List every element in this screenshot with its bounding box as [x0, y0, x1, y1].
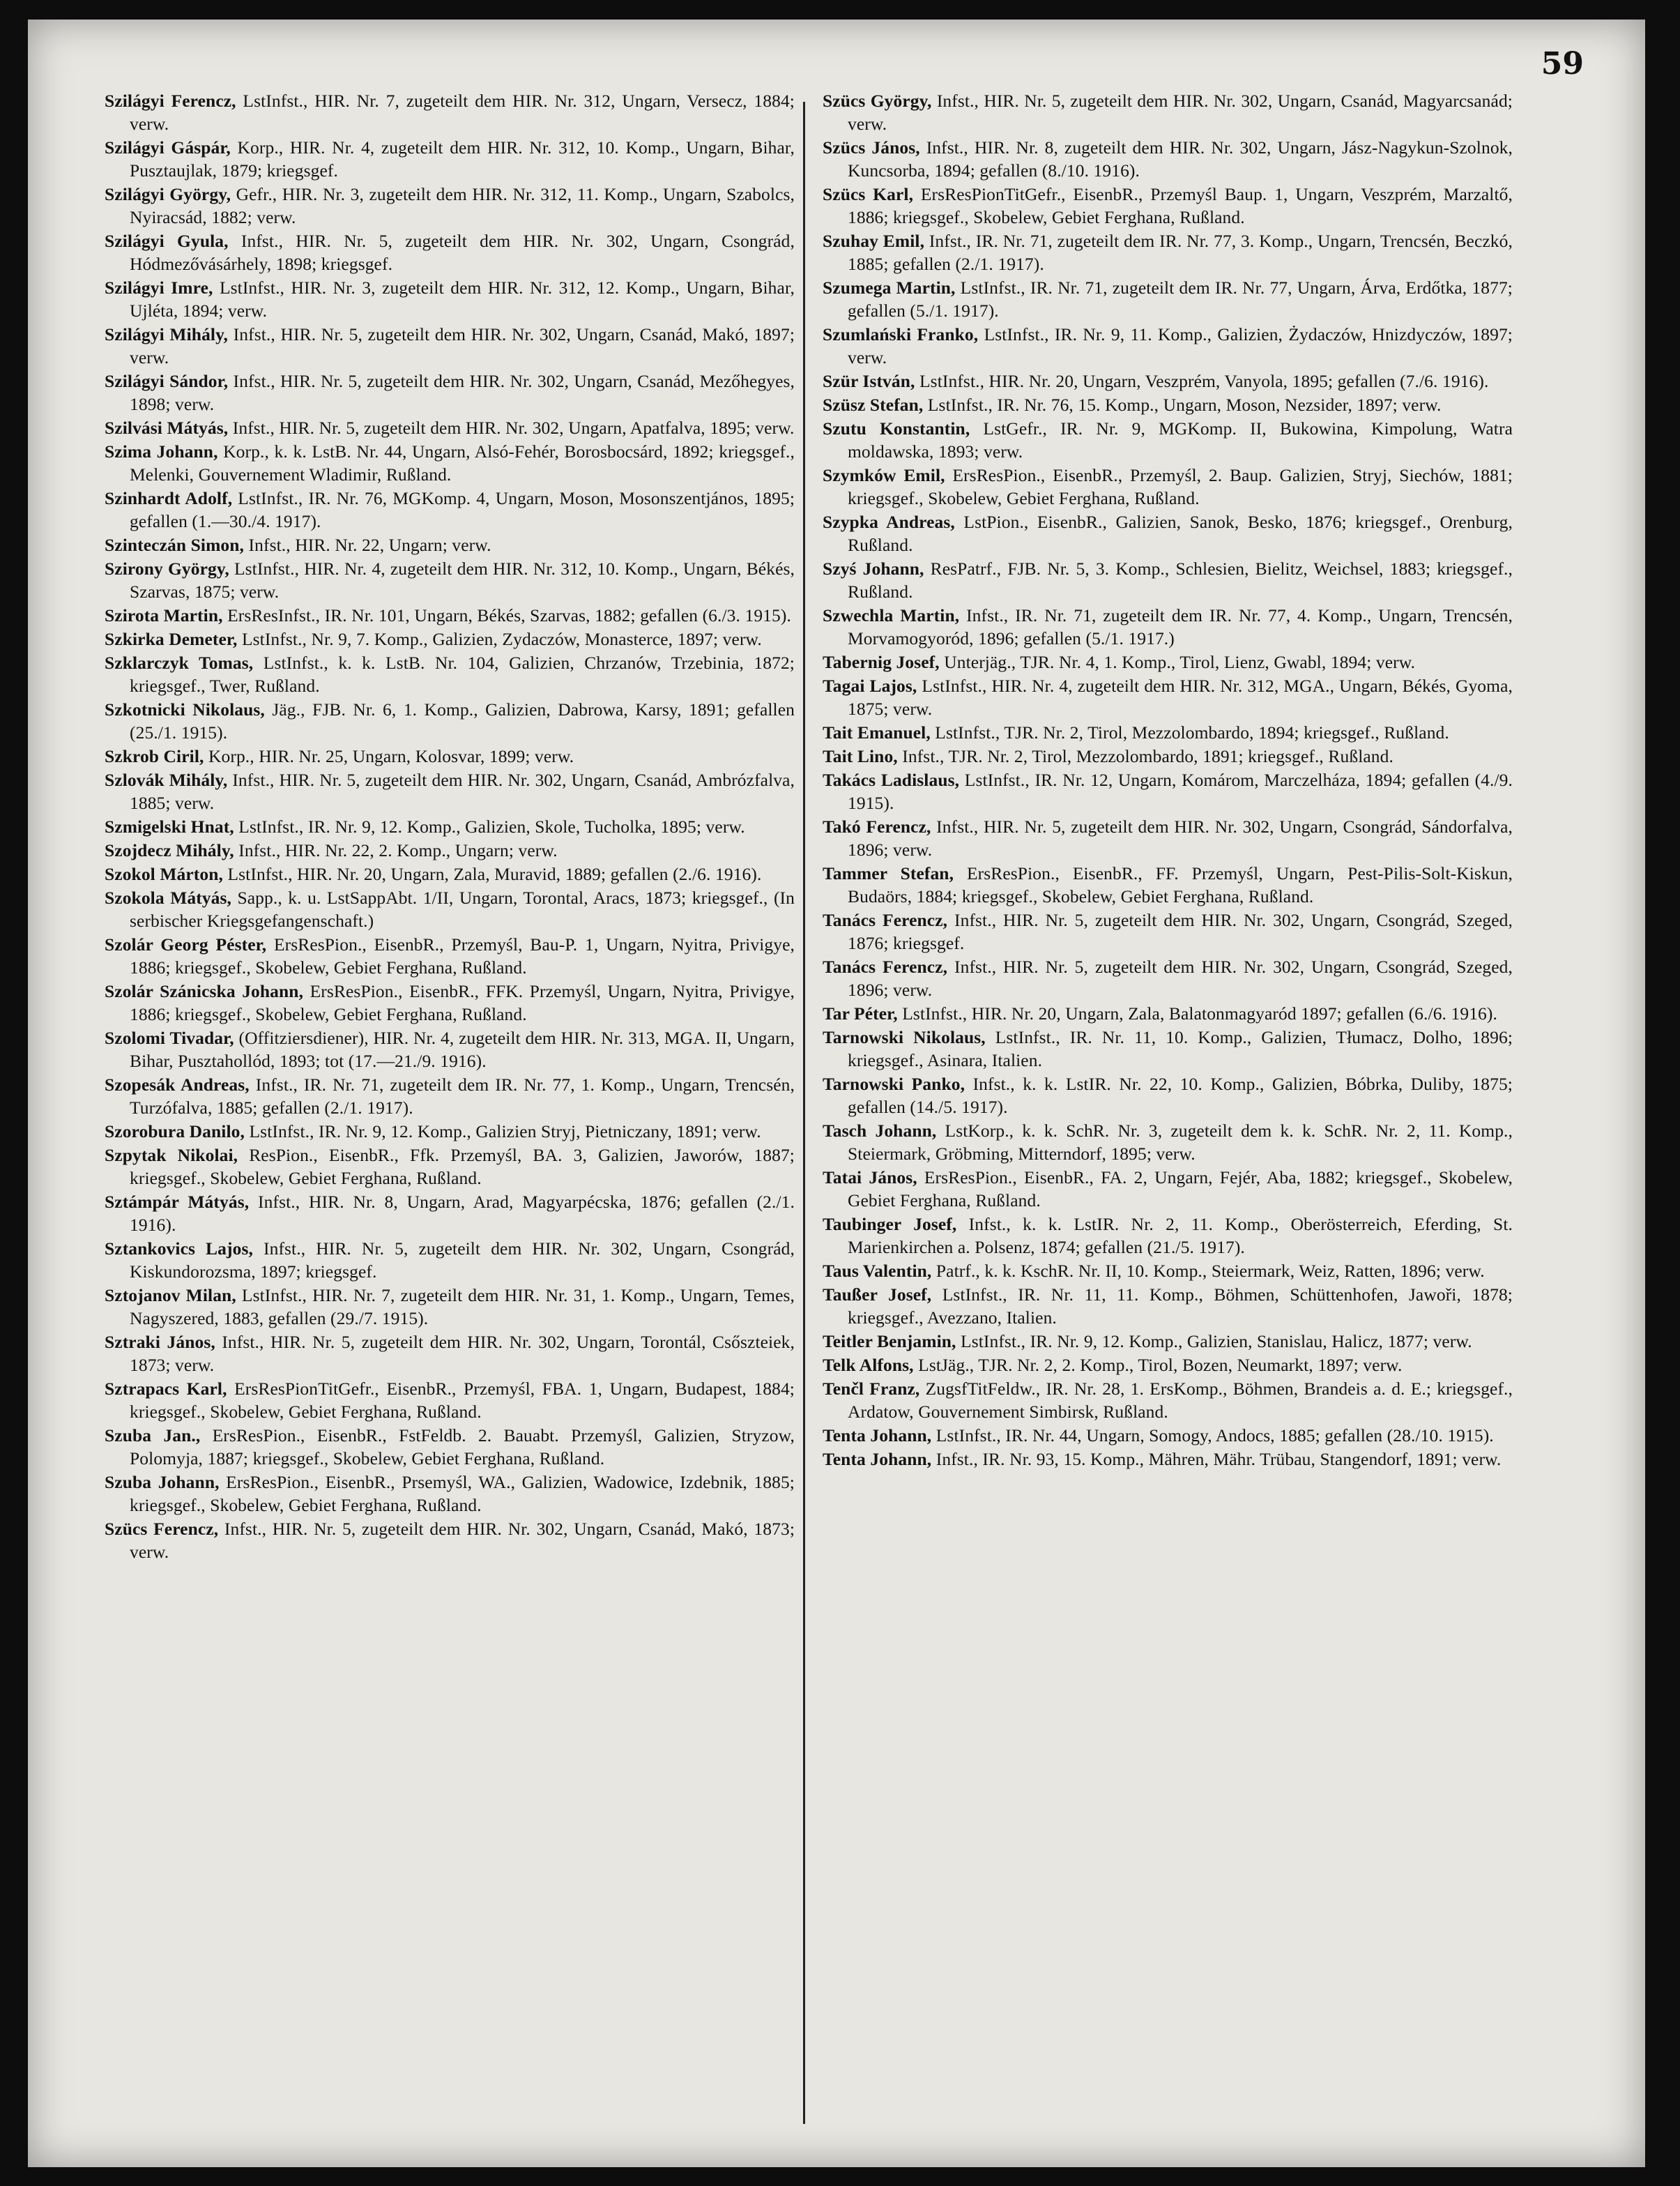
entry-details: LstInfst., k. k. LstB. Nr. 104, Galizien, Chrzanów, Trzebinia, 1872; kriegsgef., Twer, Rußland.: [130, 653, 795, 696]
entry-details: Korp., HIR. Nr. 4, zugeteilt dem HIR. Nr. 312, 10. Komp., Ungarn, Bihar, Pusztaujlak, 1879; kriegsgef.: [130, 137, 795, 181]
entry: [823, 1026, 1513, 1072]
entry-details: ErsResPionTitGefr., EisenbR., Przemyśl, FBA. 1, Ungarn, Budapest, 1884; kriegsgef., Skobelew, Gebiet Ferghana, Rußland.: [130, 1379, 795, 1422]
entry-name: Telk Alfons,: [823, 1355, 914, 1375]
entry: [823, 1283, 1513, 1329]
entry: [105, 323, 795, 369]
entry: [105, 933, 795, 979]
entry: [823, 674, 1513, 720]
entry-details: Infst., HIR. Nr. 8, zugeteilt dem HIR. Nr. 302, Ungarn, Jász-Nagykun-Szolnok, Kuncsorba, 1894; gefallen (8./10. 1916).: [848, 137, 1513, 181]
entry-details: LstInfst., IR. Nr. 76, MGKomp. 4, Ungarn, Moson, Mosonszentjános, 1895; gefallen (1.—30./4. 1917).: [130, 488, 795, 531]
entry-details: LstInfst., IR. Nr. 11, 11. Komp., Böhmen, Schüttenhofen, Jawoři, 1878; kriegsgef., Avezzano, Italien.: [848, 1284, 1513, 1328]
entry-name: Tenčl Franz,: [823, 1379, 920, 1399]
entry: [105, 628, 795, 651]
entry: [105, 487, 795, 533]
entry-details: Infst., HIR. Nr. 5, zugeteilt dem HIR. Nr. 302, Ungarn, Csanád, Magyarcsanád; verw.: [848, 91, 1513, 134]
entry: [105, 89, 795, 135]
entry: [105, 839, 795, 862]
entry-details: Sapp., k. u. LstSappAbt. 1/II, Ungarn, Torontal, Aracs, 1873; kriegsgef., (In serbischer Kriegsgefangenschaft.): [130, 888, 795, 931]
entry: [823, 393, 1513, 416]
entry: [823, 464, 1513, 510]
entry-name: Szyś Johann,: [823, 559, 924, 579]
entry-name: Szojdecz Mihály,: [105, 840, 234, 860]
entry: [105, 863, 795, 886]
entry: [823, 1424, 1513, 1447]
entry: [105, 1190, 795, 1236]
entry-details: ResPion., EisenbR., Ffk. Przemyśl, BA. 3, Galizien, Jaworów, 1887; kriegsgef., Skobelew, Gebiet Ferghana, Rußland.: [130, 1145, 795, 1188]
entry-name: Sztankovics Lajos,: [105, 1238, 253, 1259]
entry: [105, 1471, 795, 1517]
entry-name: Tanács Ferencz,: [823, 957, 948, 977]
entry-details: LstInfst., HIR. Nr. 4, zugeteilt dem HIR. Nr. 312, 10. Komp., Ungarn, Békés, Szarvas, 1875; verw.: [130, 559, 795, 602]
entry-details: LstGefr., IR. Nr. 9, MGKomp. II, Bukowina, Kimpolung, Watra moldawska, 1893; verw.: [848, 418, 1513, 462]
entry-name: Tar Péter,: [823, 1003, 898, 1024]
entry-name: Tarnowski Panko,: [823, 1074, 965, 1094]
entry-details: LstInfst., HIR. Nr. 3, zugeteilt dem HIR. Nr. 312, 12. Komp., Ungarn, Bihar, Ujléta, 1894; verw.: [130, 278, 795, 321]
entry-details: LstInfst., Nr. 9, 7. Komp., Galizien, Zydaczów, Monasterce, 1897; verw.: [241, 629, 762, 649]
entry-details: (Offitziersdiener), HIR. Nr. 4, zugeteilt dem HIR. Nr. 313, MGA. II, Ungarn, Bihar, Pusztahollód, 1893; tot (17.—21./9. 1916).: [130, 1028, 795, 1071]
entry: [823, 1353, 1513, 1376]
entry-name: Szirony György,: [105, 559, 229, 579]
entry-details: Infst., HIR. Nr. 22, Ungarn; verw.: [248, 535, 491, 555]
entry-name: Taußer Josef,: [823, 1284, 932, 1305]
entry-details: Infst., k. k. LstIR. Nr. 2, 11. Komp., Oberösterreich, Eferding, St. Marienkirchen a. Polsenz, 1874; gefallen (21./5. 1917).: [848, 1214, 1513, 1257]
entry-name: Szymków Emil,: [823, 465, 945, 485]
entry-details: ErsResPion., EisenbR., FF. Przemyśl, Ungarn, Pest-Pilis-Solt-Kiskun, Budaörs, 1884; kriegsgef., Skobelew, Gebiet Ferghana, Rußland.: [848, 863, 1513, 906]
entry-details: LstInfst., HIR. Nr. 7, zugeteilt dem HIR. Nr. 31, 1. Komp., Ungarn, Temes, Nagyszered, 1883, gefallen (29./7. 1915).: [130, 1285, 795, 1328]
entry: [105, 416, 795, 439]
entry-details: Korp., HIR. Nr. 25, Ungarn, Kolosvar, 1899; verw.: [208, 746, 574, 766]
entry: [823, 1002, 1513, 1025]
entry: [823, 955, 1513, 1001]
entry-details: LstJäg., TJR. Nr. 2, 2. Komp., Tirol, Bozen, Neumarkt, 1897; verw.: [918, 1355, 1403, 1375]
entry-name: Sztraki János,: [105, 1332, 215, 1352]
entry-details: LstPion., EisenbR., Galizien, Sanok, Besko, 1876; kriegsgef., Orenburg, Rußland.: [848, 512, 1513, 555]
entry: [105, 136, 795, 182]
entry-details: ErsResInfst., IR. Nr. 101, Ungarn, Békés, Szarvas, 1882; gefallen (6./3. 1915).: [227, 605, 791, 625]
entry-details: ZugsfTitFeldw., IR. Nr. 28, 1. ErsKomp., Böhmen, Brandeis a. d. E.; kriegsgef., Ardatow, Gouvernement Simbirsk, Rußland.: [848, 1379, 1513, 1422]
entry: [823, 909, 1513, 955]
entry: [105, 276, 795, 322]
entry: [105, 229, 795, 275]
entry: [823, 276, 1513, 322]
entry-name: Szokol Márton,: [105, 864, 223, 884]
entry-name: Taubinger Josef,: [823, 1214, 957, 1234]
entry: [823, 323, 1513, 369]
entry-name: Szür István,: [823, 371, 915, 391]
column-divider: [803, 102, 805, 2124]
entry: [105, 183, 795, 229]
entry-details: Infst., HIR. Nr. 5, zugeteilt dem HIR. Nr. 302, Ungarn, Csanád, Ambrózfalva, 1885; verw.: [130, 770, 795, 813]
entry-name: Tenta Johann,: [823, 1425, 932, 1445]
entry: [823, 417, 1513, 463]
entry-details: Infst., HIR. Nr. 5, zugeteilt dem HIR. Nr. 302, Ungarn, Apatfalva, 1895; verw.: [232, 418, 795, 438]
entry: [105, 1237, 795, 1283]
entry: [105, 604, 795, 627]
entry-details: ErsResPion., EisenbR., Prsemyśl, WA., Galizien, Wadowice, Izdebnik, 1885; kriegsgef., Skobelew, Gebiet Ferghana, Rußland.: [130, 1472, 795, 1515]
entry: [105, 698, 795, 744]
entry-details: Infst., HIR. Nr. 5, zugeteilt dem HIR. Nr. 302, Ungarn, Csanád, Makó, 1897; verw.: [130, 324, 795, 367]
entry-name: Szorobura Danilo,: [105, 1121, 245, 1141]
entry-name: Szumega Martin,: [823, 278, 956, 298]
entry-details: Infst., HIR. Nr. 5, zugeteilt dem HIR. Nr. 302, Ungarn, Csongrád, Kiskundorozsma, 1897; kriegsgef.: [130, 1238, 795, 1282]
entry-name: Szolár Georg Péster,: [105, 934, 267, 955]
document-page: [28, 20, 1645, 2167]
entry-name: Szücs Ferencz,: [105, 1519, 219, 1539]
entry-name: Takó Ferencz,: [823, 817, 931, 837]
entry-name: Sztámpár Mátyás,: [105, 1192, 250, 1212]
entry-details: Infst., HIR. Nr. 8, Ungarn, Arad, Magyarpécska, 1876; gefallen (2./1. 1916).: [130, 1192, 795, 1235]
entry-details: ErsResPion., EisenbR., Przemyśl, 2. Baup. Galizien, Stryj, Siechów, 1881; kriegsgef., Skobelew, Gebiet Ferghana, Rußland.: [848, 465, 1513, 508]
entry: [105, 815, 795, 838]
entry-details: Infst., HIR. Nr. 5, zugeteilt dem HIR. Nr. 302, Ungarn, Csongrád, Szeged, 1876; kriegsgef.: [848, 910, 1513, 953]
entry-details: Patrf., k. k. KschR. Nr. II, 10. Komp., Steiermark, Weiz, Ratten, 1896; verw.: [936, 1261, 1485, 1281]
entry-details: LstInfst., HIR. Nr. 20, Ungarn, Zala, Balatonmagyaród 1897; gefallen (6./6. 1916).: [902, 1003, 1497, 1024]
entry-name: Sztojanov Milan,: [105, 1285, 236, 1305]
entry-name: Szkirka Demeter,: [105, 629, 238, 649]
entry-details: LstInfst., HIR. Nr. 20, Ungarn, Veszprém, Vanyola, 1895; gefallen (7./6. 1916).: [919, 371, 1489, 391]
entry-details: Infst., IR. Nr. 71, zugeteilt dem IR. Nr. 77, 1. Komp., Ungarn, Trencsén, Turzófalva, 1885; gefallen (2./1. 1917).: [130, 1075, 795, 1118]
entry-name: Szwechla Martin,: [823, 605, 960, 625]
entry-details: Unterjäg., TJR. Nr. 4, 1. Komp., Tirol, Lienz, Gwabl, 1894; verw.: [944, 652, 1416, 672]
entry-name: Szklarczyk Tomas,: [105, 653, 254, 673]
entry-name: Tait Lino,: [823, 746, 898, 766]
entry-details: LstInfst., IR. Nr. 9, 12. Komp., Galizien, Stanislau, Halicz, 1877; verw.: [961, 1331, 1472, 1351]
entry-name: Szinhardt Adolf,: [105, 488, 233, 508]
entry-details: LstInfst., HIR. Nr. 4, zugeteilt dem HIR. Nr. 312, MGA., Ungarn, Békés, Gyoma, 1875; verw.: [848, 676, 1513, 719]
entry: [105, 440, 795, 486]
entry-name: Szkotnicki Nikolaus,: [105, 699, 265, 720]
entry-details: Infst., TJR. Nr. 2, Tirol, Mezzolombardo, 1891; kriegsgef., Rußland.: [902, 746, 1393, 766]
entry-name: Teitler Benjamin,: [823, 1331, 956, 1351]
entry-name: Szima Johann,: [105, 441, 218, 462]
entry: [823, 557, 1513, 603]
entry: [823, 1330, 1513, 1353]
entry: [105, 533, 795, 556]
entry: [823, 721, 1513, 744]
entry-details: LstInfst., IR. Nr. 11, 10. Komp., Galizien, Tłumacz, Dolho, 1896; kriegsgef., Asinara, Italien.: [848, 1027, 1513, 1070]
entry: [105, 886, 795, 932]
entry-details: LstInfst., IR. Nr. 9, 12. Komp., Galizien Stryj, Pietniczany, 1891; verw.: [249, 1121, 761, 1141]
entry-name: Szokola Mátyás,: [105, 888, 231, 908]
page-number: 59: [1541, 46, 1584, 82]
entry-name: Szilágyi Gyula,: [105, 231, 229, 251]
entry-name: Szinteczán Simon,: [105, 535, 245, 555]
entry: [105, 370, 795, 416]
entry: [823, 1119, 1513, 1165]
entry-name: Sztrapacs Karl,: [105, 1379, 227, 1399]
entry-name: Szirota Martin,: [105, 605, 223, 625]
entry-name: Tabernig Josef,: [823, 652, 940, 672]
entry: [823, 745, 1513, 768]
entry: [105, 1026, 795, 1072]
entry-details: LstInfst., IR. Nr. 71, zugeteilt dem IR. Nr. 77, Ungarn, Árva, Erdőtka, 1877; gefallen (5./1. 1917).: [848, 278, 1513, 321]
right-column: [823, 89, 1513, 1471]
entry-name: Szilágyi Ferencz,: [105, 91, 236, 111]
entry-name: Tatai János,: [823, 1167, 917, 1187]
entry-name: Szüsz Stefan,: [823, 395, 924, 415]
entry-details: ErsResPion., EisenbR., FFK. Przemyśl, Ungarn, Nyitra, Privigye, 1886; kriegsgef., Skobelew, Gebiet Ferghana, Rußland.: [130, 981, 795, 1024]
entry: [823, 183, 1513, 229]
entry-details: Jäg., FJB. Nr. 6, 1. Komp., Galizien, Dabrowa, Karsy, 1891; gefallen (25./1. 1915).: [130, 699, 795, 743]
entry-name: Szlovák Mihály,: [105, 770, 228, 790]
entry-details: LstInfst., IR. Nr. 9, 11. Komp., Galizien, Żydaczów, Hnizdyczów, 1897; verw.: [848, 324, 1513, 367]
entry-name: Taus Valentin,: [823, 1261, 932, 1281]
entry: [823, 229, 1513, 275]
entry-details: LstInfst., HIR. Nr. 7, zugeteilt dem HIR. Nr. 312, Ungarn, Versecz, 1884; verw.: [130, 91, 795, 134]
entry-name: Szuhay Emil,: [823, 231, 925, 251]
entry-details: Gefr., HIR. Nr. 3, zugeteilt dem HIR. Nr. 312, 11. Komp., Ungarn, Szabolcs, Nyiracsád, 1882; verw.: [130, 184, 795, 227]
entry: [823, 768, 1513, 814]
entry-name: Tait Emanuel,: [823, 722, 931, 743]
entry-details: Infst., k. k. LstIR. Nr. 22, 10. Komp., Galizien, Bóbrka, Duliby, 1875; gefallen (14./5. 1917).: [848, 1074, 1513, 1117]
entry-name: Szutu Konstantin,: [823, 418, 970, 439]
entry-name: Szücs György,: [823, 91, 932, 111]
entry-details: ErsResPion., EisenbR., FstFeldb. 2. Bauabt. Przemyśl, Galizien, Stryzow, Polomyja, 1887; kriegsgef., Skobelew, Gebiet Ferghana, Rußland.: [130, 1425, 795, 1468]
entry-details: Infst., HIR. Nr. 5, zugeteilt dem HIR. Nr. 302, Ungarn, Csongrád, Hódmezővásárhely, 1898; kriegsgef.: [130, 231, 795, 274]
entry-name: Szopesák Andreas,: [105, 1075, 250, 1095]
entry: [105, 1330, 795, 1376]
entry-details: LstInfst., HIR. Nr. 20, Ungarn, Zala, Muravid, 1889; gefallen (2./6. 1916).: [227, 864, 762, 884]
entry: [823, 604, 1513, 650]
entry: [823, 815, 1513, 861]
entry-details: Infst., IR. Nr. 71, zugeteilt dem IR. Nr. 77, 4. Komp., Ungarn, Trencsén, Morvamogyoród, 1896; gefallen (5./1. 1917.): [848, 605, 1513, 648]
entry-name: Szilágyi Imre,: [105, 278, 213, 298]
entry-name: Tanács Ferencz,: [823, 910, 948, 930]
entry-details: Infst., HIR. Nr. 5, zugeteilt dem HIR. Nr. 302, Ungarn, Csanád, Mezőhegyes, 1898; verw.: [130, 371, 795, 414]
entry: [105, 1517, 795, 1563]
entry: [823, 1259, 1513, 1282]
entry-details: LstInfst., IR. Nr. 76, 15. Komp., Ungarn, Moson, Nezsider, 1897; verw.: [927, 395, 1442, 415]
entry-name: Szumlański Franko,: [823, 324, 979, 344]
entry-details: LstKorp., k. k. SchR. Nr. 3, zugeteilt dem k. k. SchR. Nr. 2, 11. Komp., Steiermark, Gröbming, Mitterndorf, 1895; verw.: [848, 1121, 1513, 1164]
entry: [105, 1073, 795, 1119]
entry-details: Korp., k. k. LstB. Nr. 44, Ungarn, Alsó-Fehér, Borosbocsárd, 1892; kriegsgef., Melenki, Gouvernement Wladimir, Rußland.: [130, 441, 795, 485]
entry: [105, 1284, 795, 1330]
entry-details: LstInfst., IR. Nr. 9, 12. Komp., Galizien, Skole, Tucholka, 1895; verw.: [238, 817, 745, 837]
entry-name: Szücs Karl,: [823, 184, 914, 204]
entry-name: Szolomi Tivadar,: [105, 1028, 234, 1048]
entry: [823, 510, 1513, 556]
entry-details: Infst., HIR. Nr. 5, zugeteilt dem HIR. Nr. 302, Ungarn, Csongrád, Szeged, 1896; verw.: [848, 957, 1513, 1000]
entry-name: Tammer Stefan,: [823, 863, 954, 883]
entry-details: ErsResPion., EisenbR., Przemyśl, Bau-P. 1, Ungarn, Nyitra, Privigye, 1886; kriegsgef., Skobelew, Gebiet Ferghana, Rußland.: [130, 934, 795, 978]
entry-name: Szilágyi György,: [105, 184, 231, 204]
entry: [105, 1377, 795, 1423]
entry-details: Infst., IR. Nr. 71, zugeteilt dem IR. Nr. 77, 3. Komp., Ungarn, Trencsén, Beczkó, 1885; gefallen (2./1. 1917).: [848, 231, 1513, 274]
entry: [823, 651, 1513, 674]
entry: [823, 89, 1513, 135]
entry-name: Szilvási Mátyás,: [105, 418, 229, 438]
entry-details: Infst., HIR. Nr. 5, zugeteilt dem HIR. Nr. 302, Ungarn, Csanád, Makó, 1873; verw.: [130, 1519, 795, 1562]
entry-name: Szuba Johann,: [105, 1472, 220, 1492]
entry-name: Tagai Lajos,: [823, 676, 917, 696]
entry: [105, 557, 795, 603]
entry: [105, 651, 795, 697]
entry: [105, 768, 795, 814]
entry: [105, 1120, 795, 1143]
entry-name: Szmigelski Hnat,: [105, 817, 234, 837]
entry-name: Szpytak Nikolai,: [105, 1145, 238, 1165]
entry-details: Infst., HIR. Nr. 22, 2. Komp., Ungarn; verw.: [238, 840, 558, 860]
entry-details: Infst., HIR. Nr. 5, zugeteilt dem HIR. Nr. 302, Ungarn, Csongrád, Sándorfalva, 1896; verw.: [848, 817, 1513, 860]
entry-name: Szuba Jan.,: [105, 1425, 201, 1445]
entry-name: Tarnowski Nikolaus,: [823, 1027, 986, 1047]
entry: [823, 862, 1513, 908]
entry-name: Szücs János,: [823, 137, 920, 158]
entry-name: Takács Ladislaus,: [823, 770, 960, 790]
entry-details: LstInfst., IR. Nr. 44, Ungarn, Somogy, Andocs, 1885; gefallen (28./10. 1915).: [936, 1425, 1494, 1445]
entry-name: Szilágyi Mihály,: [105, 324, 229, 344]
entry-details: ErsResPion., EisenbR., FA. 2, Ungarn, Fejér, Aba, 1882; kriegsgef., Skobelew, Gebiet Ferghana, Rußland.: [848, 1167, 1513, 1210]
entry: [105, 1144, 795, 1190]
entry-details: LstInfst., IR. Nr. 12, Ungarn, Komárom, Marczelháza, 1894; gefallen (4./9. 1915).: [848, 770, 1513, 813]
entry-name: Szilágyi Gáspár,: [105, 137, 231, 158]
entry: [823, 370, 1513, 393]
entry: [823, 1213, 1513, 1259]
entry-name: Tasch Johann,: [823, 1121, 937, 1141]
entry: [823, 1166, 1513, 1212]
entry: [823, 136, 1513, 182]
entry-name: Szilágyi Sándor,: [105, 371, 229, 391]
entry-name: Szypka Andreas,: [823, 512, 955, 532]
entry-name: Tenta Johann,: [823, 1449, 932, 1469]
entry-details: LstInfst., TJR. Nr. 2, Tirol, Mezzolombardo, 1894; kriegsgef., Rußland.: [935, 722, 1449, 743]
entry: [105, 745, 795, 768]
entry-name: Szkrob Ciril,: [105, 746, 204, 766]
entry: [105, 980, 795, 1026]
entry: [823, 1377, 1513, 1423]
entry-name: Szolár Szánicska Johann,: [105, 981, 304, 1001]
entry-details: Infst., IR. Nr. 93, 15. Komp., Mähren, Mähr. Trübau, Stangendorf, 1891; verw.: [936, 1449, 1502, 1469]
entry: [105, 1424, 795, 1470]
left-column: [105, 89, 795, 1564]
entry: [823, 1448, 1513, 1471]
entry-details: ErsResPionTitGefr., EisenbR., Przemyśl Baup. 1, Ungarn, Veszprém, Marzaltő, 1886; kriegsgef., Skobelew, Gebiet Ferghana, Rußland.: [848, 184, 1513, 227]
entry-details: ResPatrf., FJB. Nr. 5, 3. Komp., Schlesien, Bielitz, Weichsel, 1883; kriegsgef., Rußland.: [848, 559, 1513, 602]
entry-details: Infst., HIR. Nr. 5, zugeteilt dem HIR. Nr. 302, Ungarn, Torontál, Csőszteiek, 1873; verw.: [130, 1332, 795, 1375]
entry: [823, 1072, 1513, 1118]
